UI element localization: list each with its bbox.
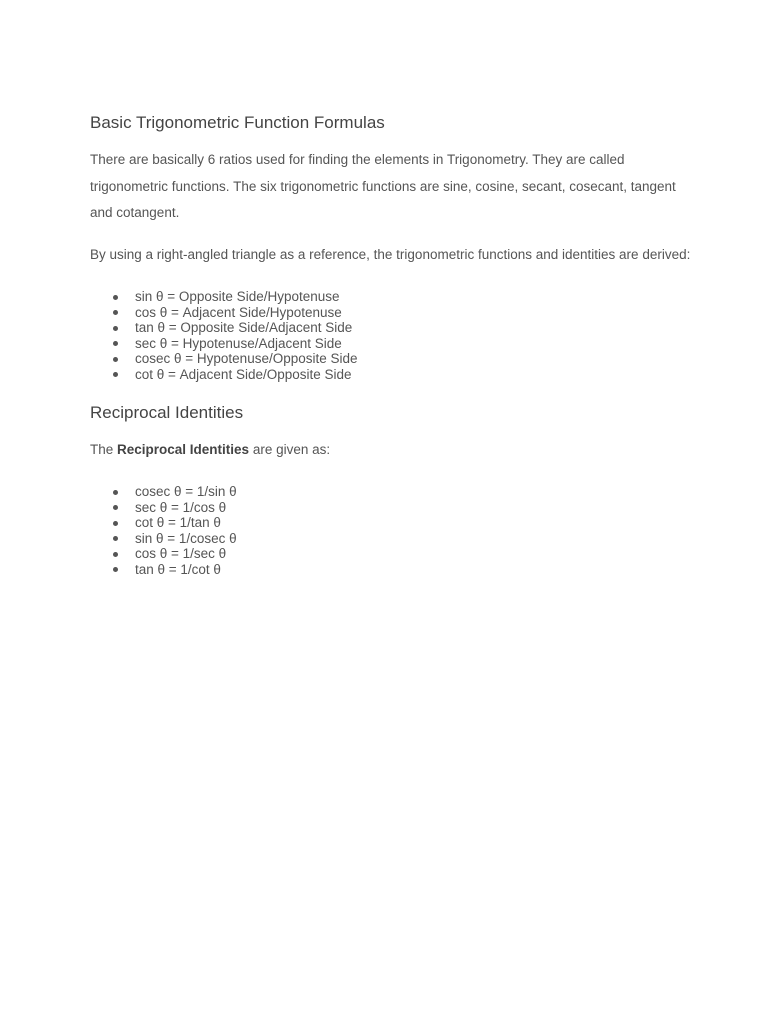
list-item-text: cosec θ = Hypotenuse/Opposite Side — [135, 351, 358, 367]
bullet-icon — [113, 567, 118, 572]
list-item — [90, 351, 358, 367]
intro-bold-term: Reciprocal Identities — [117, 442, 250, 457]
intro-suffix: are given as: — [249, 442, 331, 457]
section-heading-basic-formulas: Basic Trigonometric Function Formulas — [90, 113, 385, 132]
list-item-text: cosec θ = 1/sin θ — [135, 484, 237, 499]
bullet-icon — [113, 326, 118, 331]
bullet-icon — [113, 505, 118, 510]
list-item-text: sin θ = 1/cosec θ — [135, 530, 237, 546]
trig-formulas-list — [90, 289, 358, 383]
bullet-icon — [113, 341, 118, 346]
list-item — [90, 289, 358, 305]
list-item — [90, 515, 237, 531]
bullet-icon — [113, 310, 118, 315]
list-item-text: cos θ = Adjacent Side/Hypotenuse — [135, 304, 342, 320]
list-item — [90, 367, 358, 383]
intro-paragraph: There are basically 6 ratios used for finding the elements in Trigonometry. They are called trigonometric functions. The six trigonometric functions are sine, cosine, secant, cosecant, tangent and cotangent. — [90, 152, 676, 220]
list-item-text: tan θ = 1/cot θ — [135, 561, 221, 577]
bullet-icon — [113, 372, 118, 377]
bullet-icon — [113, 295, 118, 300]
bullet-icon — [113, 521, 118, 526]
list-item-text: cos θ = 1/sec θ — [135, 546, 227, 562]
list-item — [90, 531, 237, 547]
list-item — [90, 484, 237, 500]
list-item-text: sec θ = Hypotenuse/Adjacent Side — [135, 335, 342, 351]
reference-paragraph: By using a right-angled triangle as a reference, the trigonometric functions and identities are derived: — [90, 247, 691, 262]
list-item-text: cot θ = Adjacent Side/Opposite Side — [135, 366, 352, 382]
list-item — [90, 546, 237, 562]
bullet-icon — [113, 357, 118, 362]
list-item-text: sin θ = Opposite Side/Hypotenuse — [135, 289, 340, 304]
list-item — [90, 305, 358, 321]
list-item-text: cot θ = 1/tan θ — [135, 515, 221, 531]
bullet-icon — [113, 536, 118, 541]
list-item — [90, 336, 358, 352]
bullet-icon — [113, 490, 118, 495]
list-item-text: sec θ = 1/cos θ — [135, 499, 227, 515]
section-heading-reciprocal-identities: Reciprocal Identities — [90, 403, 244, 422]
list-item-text: tan θ = Opposite Side/Adjacent Side — [135, 320, 353, 336]
reciprocal-identities-list — [90, 484, 237, 578]
intro-prefix: The — [90, 442, 118, 457]
reciprocal-intro-paragraph — [90, 437, 330, 463]
list-item — [90, 562, 237, 578]
bullet-icon — [113, 552, 118, 557]
list-item — [90, 500, 237, 516]
list-item — [90, 320, 358, 336]
